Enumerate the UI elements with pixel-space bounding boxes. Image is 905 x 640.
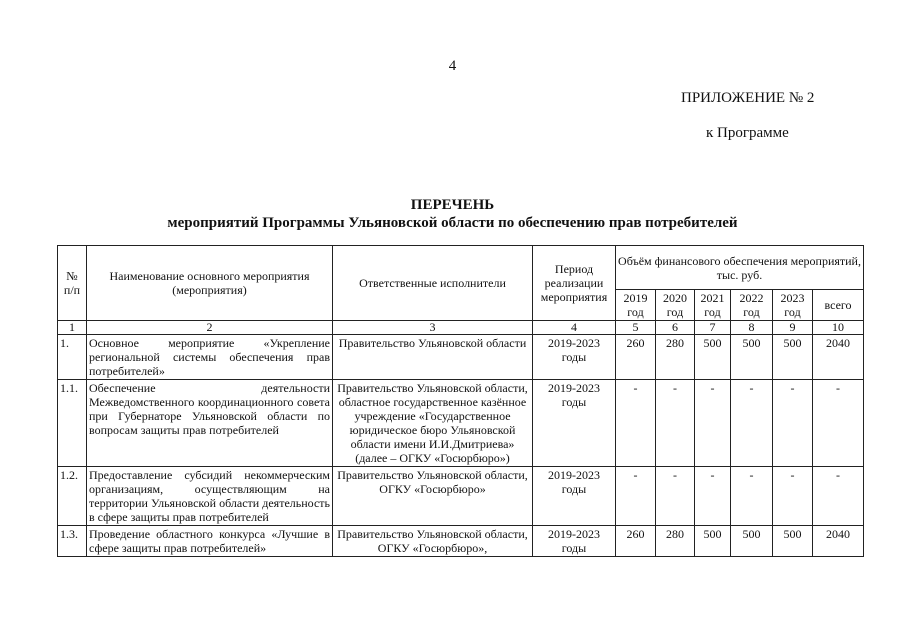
row-name: Основное мероприятие «Укрепление региональной системы обеспечения прав потребителей»	[87, 335, 333, 380]
header-period: Период реализации мероприятия	[533, 246, 616, 321]
column-number-row	[58, 321, 864, 335]
column-number: 10	[813, 321, 864, 335]
column-number: 2	[87, 321, 333, 335]
table-row	[58, 526, 864, 557]
row-total: -	[813, 380, 864, 467]
row-period: 2019-2023 годы	[533, 526, 616, 557]
header-2020: 2020 год	[656, 290, 695, 321]
row-2019: 260	[616, 335, 656, 380]
row-num: 1.2.	[58, 467, 87, 526]
row-2020: 280	[656, 335, 695, 380]
column-number: 5	[616, 321, 656, 335]
appendix-subtitle: к Программе	[706, 125, 789, 141]
row-2019: -	[616, 380, 656, 467]
row-total: -	[813, 467, 864, 526]
header-num: № п/п	[58, 246, 87, 321]
column-number: 7	[695, 321, 731, 335]
row-2019: 260	[616, 526, 656, 557]
row-2023: -	[773, 467, 813, 526]
row-2019: -	[616, 467, 656, 526]
column-number: 9	[773, 321, 813, 335]
row-name: Проведение областного конкурса «Лучшие в сфере защиты прав потребителей»	[87, 526, 333, 557]
row-2021: -	[695, 380, 731, 467]
row-2022: -	[731, 467, 773, 526]
column-number: 6	[656, 321, 695, 335]
row-2020: 280	[656, 526, 695, 557]
document-heading	[0, 196, 905, 232]
row-num: 1.3.	[58, 526, 87, 557]
header-finance: Объём финансового обеспечения мероприятий, тыс. руб.	[616, 246, 864, 290]
header-total: всего	[813, 290, 864, 321]
row-name: Обеспечение деятельности Межведомственного координационного совета при Губернаторе Ульяновской области по вопросам защиты прав потребителей	[87, 380, 333, 467]
column-number: 3	[333, 321, 533, 335]
header-2021: 2021 год	[695, 290, 731, 321]
row-executors: Правительство Ульяновской области	[333, 335, 533, 380]
heading-line-2: мероприятий Программы Ульяновской области по обеспечению прав потребителей	[167, 215, 738, 231]
header-executors: Ответственные исполнители	[333, 246, 533, 321]
row-period: 2019-2023 годы	[533, 467, 616, 526]
row-period: 2019-2023 годы	[533, 380, 616, 467]
row-2022: 500	[731, 335, 773, 380]
row-2023: -	[773, 380, 813, 467]
table-row	[58, 335, 864, 380]
row-num: 1.	[58, 335, 87, 380]
appendix-title: ПРИЛОЖЕНИЕ № 2	[681, 90, 815, 106]
row-2020: -	[656, 380, 695, 467]
row-name: Предоставление субсидий некоммерческим организациям, осуществляющим на территории Ульяновской области деятельность в сфере защиты прав потребителей	[87, 467, 333, 526]
row-total: 2040	[813, 526, 864, 557]
header-name: Наименование основного мероприятия (мероприятия)	[87, 246, 333, 321]
table-row	[58, 467, 864, 526]
row-2021: -	[695, 467, 731, 526]
header-2023: 2023 год	[773, 290, 813, 321]
row-2023: 500	[773, 526, 813, 557]
row-2022: 500	[731, 526, 773, 557]
measures-table	[57, 245, 864, 557]
row-executors: Правительство Ульяновской области, ОГКУ «Госюрбюро»,	[333, 526, 533, 557]
row-executors: Правительство Ульяновской области, ОГКУ «Госюрбюро»	[333, 467, 533, 526]
column-number: 8	[731, 321, 773, 335]
header-2022: 2022 год	[731, 290, 773, 321]
row-2021: 500	[695, 526, 731, 557]
row-total: 2040	[813, 335, 864, 380]
row-num: 1.1.	[58, 380, 87, 467]
column-number: 1	[58, 321, 87, 335]
header-2019: 2019 год	[616, 290, 656, 321]
heading-line-1: ПЕРЕЧЕНЬ	[410, 197, 495, 213]
row-executors: Правительство Ульяновской области, областное государственное казённое учреждение «Государственное юридическое бюро Ульяновской области имени И.И.Дмитриева» (далее – ОГКУ «Госюрбюро»)	[333, 380, 533, 467]
row-period: 2019-2023 годы	[533, 335, 616, 380]
column-number: 4	[533, 321, 616, 335]
row-2023: 500	[773, 335, 813, 380]
page-number: 4	[448, 58, 457, 74]
table-row	[58, 380, 864, 467]
row-2022: -	[731, 380, 773, 467]
row-2020: -	[656, 467, 695, 526]
row-2021: 500	[695, 335, 731, 380]
